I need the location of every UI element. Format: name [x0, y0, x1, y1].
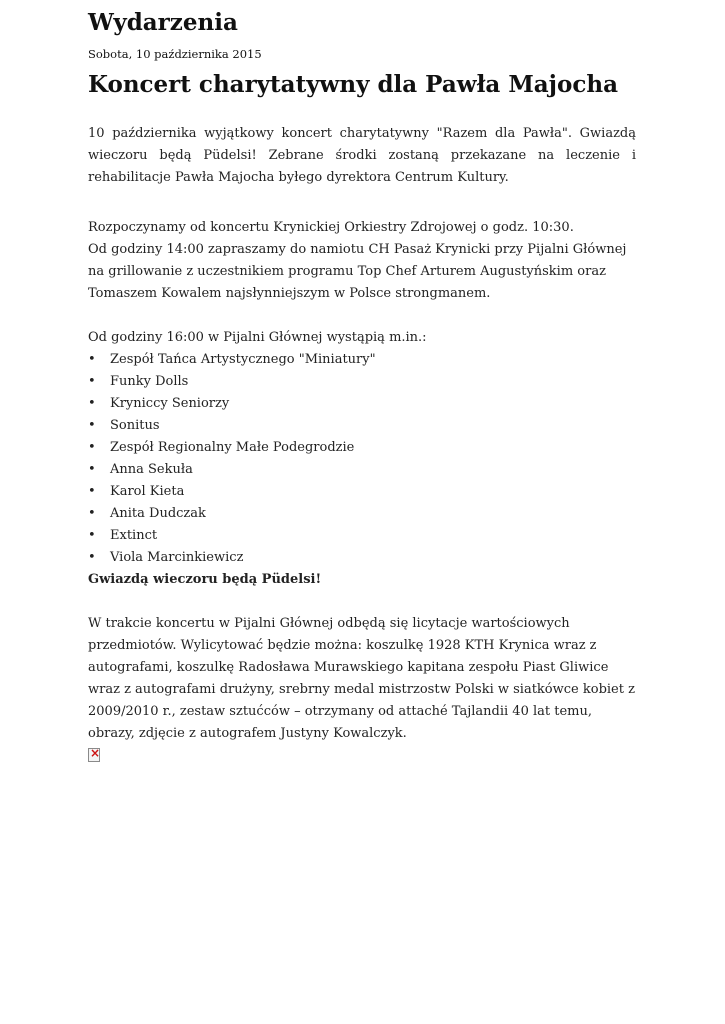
list-item: • Anna Sekuła: [88, 459, 636, 481]
schedule-line-2: Od godziny 14:00 zapraszamy do namiotu CH Pasaż Krynicki przy Pijalni Głównej na grillowanie z uczestnikiem programu Top Chef Arturem Augustyńskim oraz Tomaszem Kowalem najsłynniejszym w Polsce strongmanem.: [88, 242, 627, 301]
auction-paragraph: W trakcie koncertu w Pijalni Głównej odbędą się licytacje wartościowych przedmiotów. Wylicytować będzie można: koszulkę 1928 KTH Krynica wraz z autografami, koszulkę Radosława Murawskiego kapitana zespołu Piast Gliwice wraz z autografami drużyny, srebrny medal mistrzostw Polski w siatkówce kobiet z 2009/2010 r., zestaw sztućców – otrzymany od attaché Tajlandii 40 lat temu, obrazy, zdjęcie z autografem Justyny Kowalczyk.: [88, 616, 635, 741]
performers-intro: Od godziny 16:00 w Pijalni Głównej wystąpią m.in.:: [88, 330, 427, 345]
list-item: • Zespół Regionalny Małe Podegrodzie: [88, 437, 636, 459]
list-item: • Funky Dolls: [88, 371, 636, 393]
list-item: • Sonitus: [88, 415, 636, 437]
paragraph-gap: [88, 305, 636, 327]
list-item: • Viola Marcinkiewicz: [88, 547, 636, 569]
list-item: • Extinct: [88, 525, 636, 547]
list-item: • Anita Dudczak: [88, 503, 636, 525]
article-title: Koncert charytatywny dla Pawła Majocha: [88, 71, 618, 98]
section-title: Wydarzenia: [88, 9, 238, 36]
performers-list: [88, 349, 636, 569]
headliner-line: Gwiazdą wieczoru będą Püdelsi!: [88, 572, 322, 587]
list-item: • Zespół Tańca Artystycznego "Miniatury": [88, 349, 636, 371]
list-item: • Kryniccy Seniorzy: [88, 393, 636, 415]
broken-image-icon: [88, 748, 100, 762]
paragraph-gap: [88, 591, 636, 613]
intro-paragraph: 10 października wyjątkowy koncert charytatywny "Razem dla Pawła". Gwiazdą wieczoru będą Püdelsi! Zebrane środki zostaną przekazane na leczenie i rehabilitacje Pawła Majocha byłego dyrektora Centrum Kultury.: [88, 126, 636, 185]
schedule-line-1: Rozpoczynamy od koncertu Krynickiej Orkiestry Zdrojowej o godz. 10:30.: [88, 220, 574, 235]
article-date: Sobota, 10 października 2015: [88, 47, 262, 61]
article-body: [88, 123, 636, 745]
list-item: • Karol Kieta: [88, 481, 636, 503]
paragraph-gap: [88, 189, 636, 217]
